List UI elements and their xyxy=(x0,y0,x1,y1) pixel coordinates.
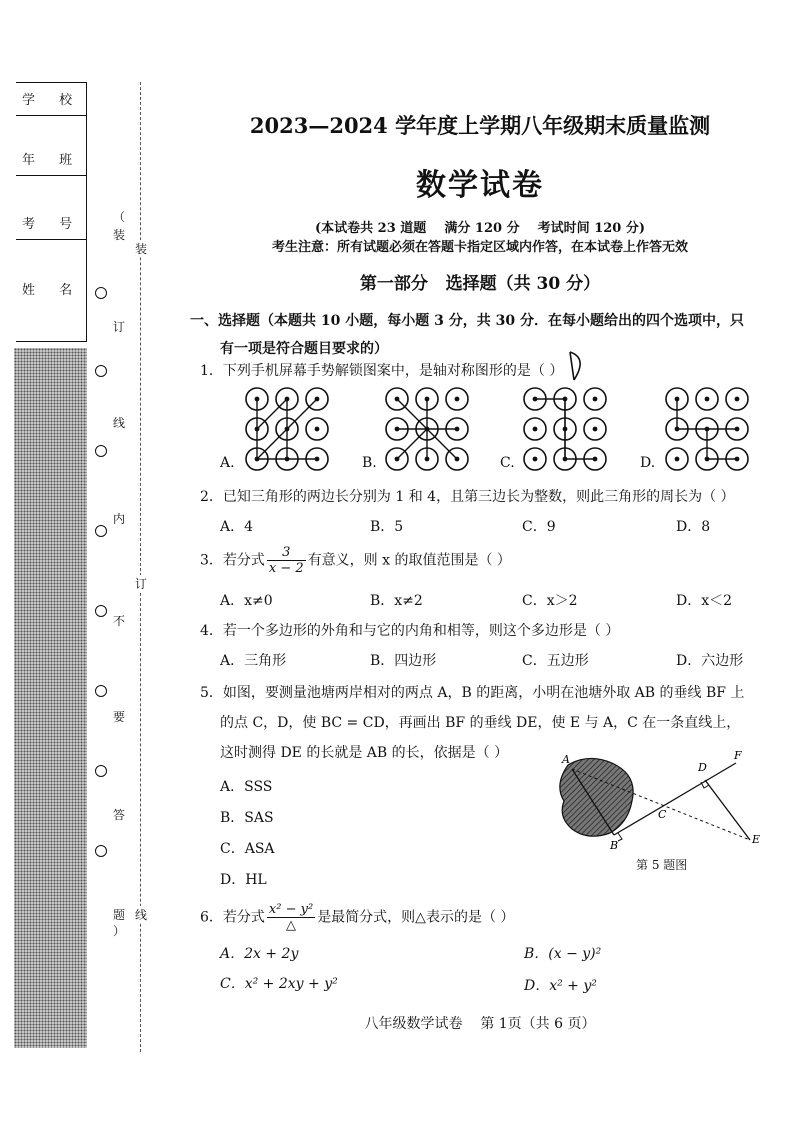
label-a: A xyxy=(562,753,570,766)
q2-option-a[interactable]: A．4 xyxy=(220,519,254,535)
q5-stem-line3: 这时测得 DE 的长就是 AB 的长，依据是（ ） xyxy=(220,745,509,761)
unlock-pattern-b xyxy=(386,388,468,470)
binding-char: 订 xyxy=(112,320,125,334)
q5-stem-line2: 的点 C，D，使 BC = CD，再画出 BF 的垂线 DE，使 E 与 A，C 在一条直线上， xyxy=(220,715,741,731)
exam-title: 2023—2024 学年度上学期八年级期末质量监测 xyxy=(249,113,711,138)
pattern-node-dot xyxy=(315,397,320,402)
exam-info: (本试卷共 23 道题 满分 120 分 考试时间 120 分) xyxy=(314,221,646,236)
q6-option-d[interactable]: D．x² + y² xyxy=(524,978,597,994)
q4-option-a[interactable]: A．三角形 xyxy=(220,653,287,669)
pattern-node-dot xyxy=(315,427,320,432)
pattern-node-dot xyxy=(455,457,460,462)
section-instructions-cont: 有一项是符合题目要求的） xyxy=(220,341,388,357)
section-instructions: 一、选择题（本题共 10 小题，每小题 3 分，共 30 分．在每小题给出的四个选项中，只 xyxy=(190,313,744,329)
pattern-node-dot xyxy=(563,457,568,462)
pattern-node-dot xyxy=(563,427,568,432)
binding-char: 答 xyxy=(112,808,125,822)
q6-option-c[interactable]: C．x² + 2xy + y² xyxy=(220,976,338,992)
pattern-node-dot xyxy=(593,457,598,462)
right-angle-b xyxy=(618,833,622,841)
part-heading: 第一部分 选择题（共 30 分） xyxy=(359,274,601,294)
q3-stem-pre: 3．若分式 xyxy=(200,552,265,569)
pattern-node-dot xyxy=(675,397,680,402)
pattern-node-dot xyxy=(425,397,430,402)
pattern-node-dot xyxy=(285,457,290,462)
q6-fraction xyxy=(267,902,315,933)
q3-fraction-numerator: 3 xyxy=(267,545,306,561)
pattern-node-dot xyxy=(675,427,680,432)
q6-stem-pre: 6．若分式 xyxy=(200,909,265,926)
pattern-node-dot xyxy=(705,427,710,432)
pattern-node-dot xyxy=(593,427,598,432)
q2-option-d[interactable]: D．8 xyxy=(676,519,711,535)
pattern-stroke xyxy=(287,399,317,429)
q3-option-d[interactable]: D．x＜2 xyxy=(676,593,733,609)
q2-stem: 2．已知三角形的两边长分别为 1 和 4，且第三边长为整数，则此三角形的周长为（ ） xyxy=(200,489,735,505)
pattern-node-dot xyxy=(735,457,740,462)
pattern-node-dot xyxy=(705,457,710,462)
binding-char: 要 xyxy=(112,710,125,724)
q2-option-c[interactable]: C．9 xyxy=(522,519,556,535)
q3-option-c[interactable]: C．x＞2 xyxy=(522,593,578,609)
pattern-stroke xyxy=(427,429,457,459)
label-e: E xyxy=(752,833,761,846)
name-label: 姓 名 xyxy=(22,283,83,298)
pattern-node-dot xyxy=(395,457,400,462)
q6-fraction-denominator: △ xyxy=(286,918,297,933)
pattern-node-dot xyxy=(735,397,740,402)
pattern-node-dot xyxy=(285,427,290,432)
pattern-node-dot xyxy=(675,457,680,462)
q6-fraction-numerator: x² − y² xyxy=(268,902,314,917)
q1-option-b-label[interactable]: B. xyxy=(362,455,377,471)
q3-option-b[interactable]: B．x≠2 xyxy=(370,593,423,609)
pattern-stroke xyxy=(257,399,287,429)
pattern-node-dot xyxy=(533,397,538,402)
q1-option-d-label[interactable]: D. xyxy=(640,455,656,471)
q5-option-d[interactable]: D．HL xyxy=(220,872,267,888)
q3-stem xyxy=(200,545,511,576)
q5-option-b[interactable]: B．SAS xyxy=(220,810,274,826)
q5-option-a[interactable]: A．SSS xyxy=(220,779,273,795)
pattern-node-dot xyxy=(735,427,740,432)
q4-stem: 4．若一个多边形的外角和与它的内角和相等，则这个多边形是（ ） xyxy=(200,623,620,639)
binding-char: 线 xyxy=(112,416,125,430)
unlock-pattern-c xyxy=(524,388,606,470)
segment-de xyxy=(705,780,750,840)
label-f: F xyxy=(734,749,742,762)
binding-char: 装 xyxy=(112,228,125,242)
pattern-node-dot xyxy=(563,397,568,402)
page-footer: 八年级数学试卷 第 1页（共 6 页） xyxy=(364,1016,596,1032)
q4-option-b[interactable]: B．四边形 xyxy=(370,653,437,669)
q4-option-c[interactable]: C．五边形 xyxy=(522,653,589,669)
q3-fraction-denominator: x − 2 xyxy=(268,561,304,576)
pattern-node-dot xyxy=(395,427,400,432)
binding-char-outer: 装 xyxy=(134,242,147,256)
pattern-node-dot xyxy=(425,427,430,432)
q5-option-c[interactable]: C．ASA xyxy=(220,841,275,857)
q3-fraction xyxy=(267,545,306,576)
class-label: 年 班 xyxy=(22,153,83,168)
pattern-node-dot xyxy=(255,427,260,432)
pattern-node-dot xyxy=(455,427,460,432)
unlock-pattern-d xyxy=(666,388,748,470)
school-label: 学 校 xyxy=(22,93,83,108)
pattern-node-dot xyxy=(315,457,320,462)
q4-option-d[interactable]: D．六边形 xyxy=(676,653,744,669)
q2-option-b[interactable]: B．5 xyxy=(370,519,404,535)
pattern-node-dot xyxy=(705,397,710,402)
exam-number-label: 考 号 xyxy=(22,217,83,232)
pattern-node-dot xyxy=(285,397,290,402)
pattern-stroke xyxy=(257,429,287,459)
q3-stem-post: 有意义，则 x 的取值范围是（ ） xyxy=(307,552,511,569)
pattern-stroke xyxy=(397,429,427,459)
q5-stem-line1: 5．如图，要测量池塘两岸相对的两点 A，B 的距离，小明在池塘外取 AB 的垂线 BF 上 xyxy=(200,685,745,701)
pattern-node-dot xyxy=(255,397,260,402)
q1-stem: 1．下列手机屏幕手势解锁图案中，是轴对称图形的是（ ） xyxy=(200,363,564,379)
unlock-pattern-a xyxy=(246,388,328,470)
label-d: D xyxy=(698,761,707,774)
pattern-node-dot xyxy=(533,427,538,432)
q6-stem xyxy=(200,902,514,933)
q6-option-b[interactable]: B．(x − y)² xyxy=(524,946,602,962)
label-b: B xyxy=(610,839,619,852)
pattern-node-dot xyxy=(593,397,598,402)
pattern-node-dot xyxy=(533,457,538,462)
binding-char: 题 xyxy=(112,908,125,922)
exam-notice: 考生注意：所有试题必须在答题卡指定区域内作答，在本试卷上作答无效 xyxy=(271,240,688,255)
binding-char: ） xyxy=(112,924,125,938)
subject-title: 数学试卷 xyxy=(416,168,544,203)
pattern-stroke xyxy=(397,399,427,429)
pattern-node-dot xyxy=(455,397,460,402)
pattern-node-dot xyxy=(255,457,260,462)
binding-char-outer: 线 xyxy=(134,908,147,922)
q1-option-c-label[interactable]: C. xyxy=(500,455,515,471)
q6-option-a[interactable]: A．2x + 2y xyxy=(220,946,299,962)
q3-option-a[interactable]: A．x≠0 xyxy=(220,593,273,609)
binding-char: 不 xyxy=(112,614,125,628)
label-c: C xyxy=(658,808,667,821)
q1-option-a-label[interactable]: A. xyxy=(220,455,235,471)
binding-char: （ xyxy=(112,210,125,224)
pattern-node-dot xyxy=(395,397,400,402)
pond-shape xyxy=(560,758,633,836)
binding-char-outer: 订 xyxy=(134,577,147,591)
binding-char: 内 xyxy=(112,512,125,526)
q6-stem-post: 是最简分式，则△表示的是（ ） xyxy=(317,909,515,926)
q5-figure-caption: 第 5 题图 xyxy=(636,858,688,872)
pattern-node-dot xyxy=(425,457,430,462)
